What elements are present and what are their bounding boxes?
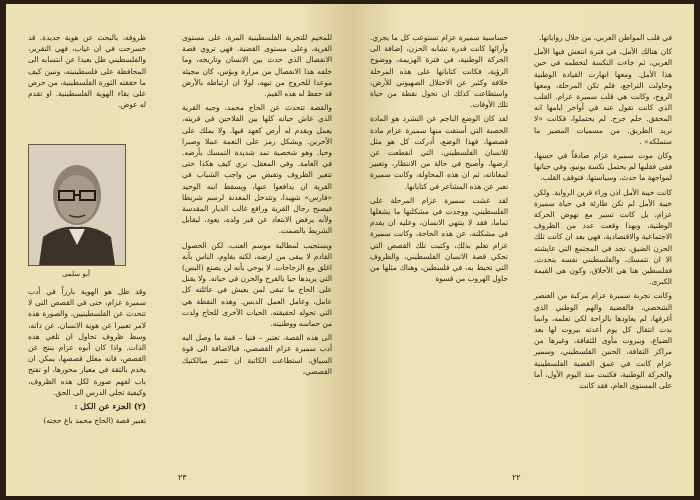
paragraph: لقد كان الوضع الناجم عن التشرد هو المادة الخصبة التي أستقت منها سميرة عزام مادة قصصها، فهذا الوضع، أدركت كل هو مثل للانسان الفلسطيني، التي انقطعت عن ارضها، وأصبح في حالة من الانتظار، وتعبير لمعاناته، ثم ان هذه المحاولة، وكانت سميرة تعبر عن هذه المشاعر في كتاباتها.: [370, 114, 508, 191]
paragraph: ظروفه، بالبحث عن هوية جديدة. قد خسرحت في ان غياب، فهي التقرير، والفلسطيني ظل بعيدا عن انتسابه الى المحافظة على فلسطينيته، وتبين كيف ما حققته الثورة الفلسطينية، من حرص على بقاء الهوية الفلسطينية. او تقدم له عوض.: [28, 33, 146, 110]
page-number: ٢٣: [178, 473, 187, 482]
right-page: [350, 4, 694, 496]
paragraph: لقد عشت سميرة عزام المرحلة على الفلسطيني، ووجدت في مشكلتها ما يشغلها تماما، فقد لا ينتهي الانسان، وعليه ان يقدم في مشكلته، عن هذه الحاجة، وكانت سميرة عزام تعلم بذلك، وكتبت تلك القصص التي تحكي قصة الانسان الفلسطيني، والظروف التي تحيط به، في فلسطين، وهناك مثلها من حاول الهروب من قسوة: [370, 195, 508, 284]
paragraph: في قلب المواطن العربي، من خلال رواياتها.: [538, 33, 672, 42]
paragraph: تعبير قصة (الحاج محمد باع حجته): [43, 416, 146, 426]
right-page-right-column: [534, 32, 672, 394]
paragraph: ويستجيب لمطالبة موسم العنب، لكن الحصول القادم لا يبقى من ارضه، لكنه يقاوم، الناس بأنه اغلق مع الزجاجات. لا يوحي بأنه لن يصنع (البس) التي يريدها حيا بالفرح والحزن في حياته. ولا يقتل على الحاج ما تبقى لمن يعيش في عائلته كل عامل، وعامل العمل الدبس. وهذه النقطة هي التي تحوله لحقيقته. الحيات الأخرى للحاج ولدت من حماسه ووطنيته.: [182, 240, 332, 329]
paragraph: وقد ظل هو الهوية بارزاً في أدب سميرة عزام، حتى في القصص التي لا تتحدث عن الفلسطينيين، والصورة هذه لامر تعبيرا عن هوية الانسان. عن ذاته، وسط ظروف تحاول ان تلغي هذه الذات. واذا كان أبوه عزام ينتج عن القصص، فانه معلل قصصها، يمكن ان يخدم بالثقة في معيار محورها، او تفتح باب لفهم صورة لكل هذه الظروف، وكيفية تجلي الدرس الى الحق.: [28, 287, 146, 397]
paragraph: حساسية سميرة عزام تستوعب كل ما يجري. وآرائها كانت قدرة تشابه الحزن، إضافة الى الحركة الوطنية، في فترة الهزيمة، ووضوح الرؤية، فكانت كتاباتها على هذه المرحلة خلافة وكثير عن الاحتلال الصهيوني للأرض، واستطاعت كذلك ان تحول نقطة من حياة تلك الأوقات.: [370, 33, 508, 110]
book-spread: [6, 4, 694, 496]
paragraph: الى هذه القصة، تعتبر – فنيا – قمة ما وصل اليه أدب سميرة عزام القصصي، فبالاضافة الى قوة السياق، استطاعت الكاتبة ان تتميز ميالكتيك القصصي،: [182, 333, 332, 376]
photo-caption: أبو سلمى: [62, 270, 90, 278]
left-page-right-column: [182, 32, 332, 380]
paragraph: والقصة تتحدث عن الحاج محمد، وجيه القرية الذي عاش حياته كلها بين الفلاحين في قريته، يعمل ويقدم له أرض كعهد قبها. ولا يملك على الأخرين. ويشكل رمز على النعمة عملا وصبرا وحبا. وهو شخصية تمد شديدة التمسك بأرضه. في العامة. وفي المعقل، نري كيف هكذا حتى تتغير الظروف وتقبض من واجب الشباب في القرية ان يدافعوا عنها، ويسقط ابنه الوحيد «فارس» شهيدا، وتتدخل المعدنة لرسم شريطا فيصبح رجال القرية ورافع غالب الديار المقدسة ولأنه يرفض الابتعاد عن قبر ولده، يعود، ليقابل الشريط بالصمت.: [182, 103, 332, 236]
paragraph: وكان موت سميرة عزام صادقاً في حسها، ففي فقلبها لم يحتمل نكسة يونيو، وفي حياتها لمواجهة ما حدث، وسياستها، فتوقف القلب.: [534, 151, 672, 183]
portrait-photo: [28, 144, 126, 266]
paragraph: كانت خيبة الأمل اذن وراء قرين الرواية. ولكن خيبة الأمل لم تكن طارئة في حياة سميرة عزام، بل كانت تسير مع نهوض الحركة الوطنية، وبهذا وقعت عدد من الظروف الاجتماعية والاقتصادية، فهي بعد ان كانت تلك الحزن الضيق، تجد في المجتمع التي عايشته الا ان تتمسك، والفلسطيني نفسه يتحدث. ففلسطين هنا هي الأخلاق، وكون هي القيمة الكبرى.: [534, 187, 672, 287]
left-page: [6, 4, 350, 496]
section-heading: (٢) الجزء عن الكل :: [74, 401, 146, 412]
left-page-left-column-top: [28, 32, 146, 113]
paragraph: وكانت تجربة سميرة عزام مركبة من العنصر الشخصي، فالقضية والهم الوطني الذي أغرقها، لم يعاودها بالراحة لكي تعلمه، وانما بدت انتقال كل يوم أعدته بيروت لها بعد الضياع، وبيروت مأوى للثقافة، وغيرها من مراكز الثقافة، الحنين الفلسطيني، وسمير عزام كانت في عمق القضية الفلسطينية والحركة الوطنية، فكتبت منذ اليوم الأول، أما على المستوى العام، فقد كانت: [534, 291, 672, 391]
paragraph: للمخيم للتجربة الفلسطينية المرة، على مستوى القرية، وعلى مستوى القضية. فهي تروي قصة الانفصال الذي حدث بين الانسان وتاريخه، وما خلفه هذا الانفصال من مرارة وبؤس، كان مجيئه موعدا للخروج من تيهه، لولا ان ارتباطه بالأرض قد حفظ له هذه القيم.: [182, 33, 332, 99]
right-page-left-column: [370, 32, 508, 287]
page-number: ٢٢: [512, 473, 521, 482]
left-page-left-column-bottom: [28, 286, 146, 429]
paragraph: كان هنالك الأمل، في فترة انتعش فيها الأمل العربي، ثم جاءت النكسة لتحطمه في حين هذا الأمل. ومعها انهارت القيادة الوطنية وحاولت التراجع، فلم تكن المرحلة، ومعها الروح، وكانت هي قلب سميرة عزام. القلب الذي كانت تقول عنه في أواخر ايامها انه المحقق. حلم جرح. لم يحتملوا، فكانت «لا نريد الطريق. من مسميات المصير ما ستملكه» .: [534, 47, 672, 146]
